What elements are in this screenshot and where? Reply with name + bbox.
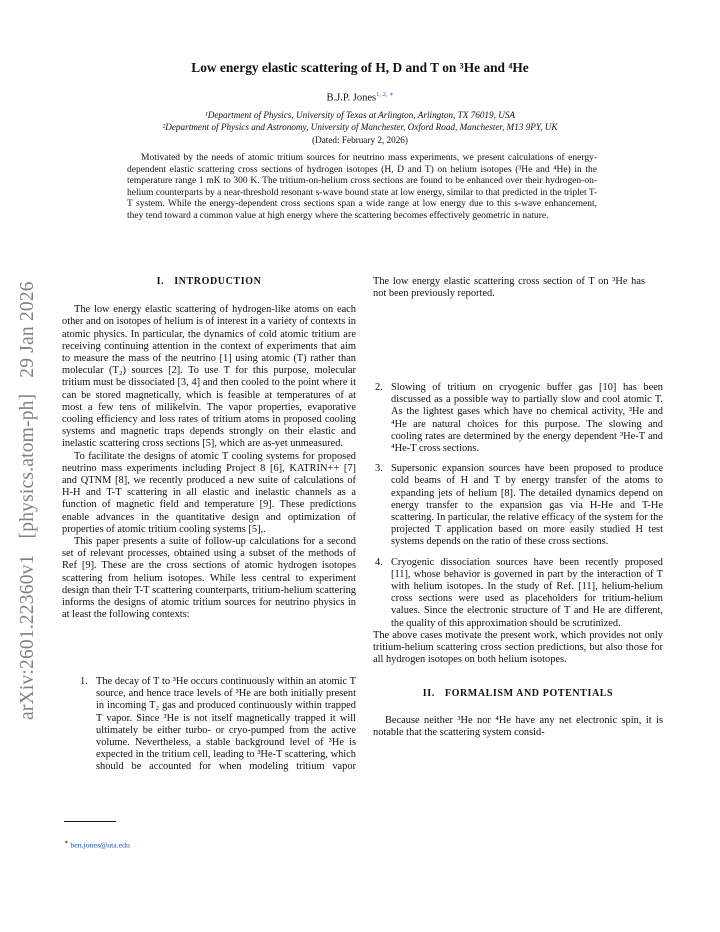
intro-paragraph-2: To facilitate the designs of atomic T cooling systems for proposed neutrino mass experiments including Project 8 [6], KATRIN++ [7] and QTNM [8], we recently produced a new suite of calculations of H-H and T-T scattering in all elastic and inelastic channels as a function of magnetic field and temperature [9]. These predictions enable advances in the quantitative design and optimization of properties of atomic tritium cooling systems [5],. bbox=[62, 450, 356, 535]
context-list-left bbox=[78, 676, 356, 774]
arxiv-watermark bbox=[8, 180, 48, 720]
arxiv-id: arXiv:2601.22360v1 bbox=[17, 554, 38, 720]
list-item-text: Cryogenic dissociation sources have been recently proposed [11], whose behavior is governed in part by the interaction of T with helium isotopes. In the study of Ref. [11], helium-helium cross sections were used as placeholders for tritium-helium values. Since the electronic structure of T and He are different, the quality of this approximation should be scrutinized. bbox=[391, 556, 663, 629]
author-line bbox=[0, 90, 720, 104]
list-item-number: 3. bbox=[375, 463, 383, 475]
intro-paragraph-3: This paper presents a suite of follow-up calculations for a second set of relevant processes, obtained using a subset of the methods of Ref [9]. These are the cross sections of atomic hydrogen isotopes scattering from helium isotopes. While less central to experiment design than their T-T scattering counterparts, tritium-helium scattering informs the designs of atomic tritium sources for neutrino physics in at least the following contexts: bbox=[62, 536, 356, 621]
left-column bbox=[62, 276, 356, 621]
arxiv-date: 29 Jan 2026 bbox=[17, 281, 38, 378]
section-number: II. bbox=[422, 688, 435, 700]
list-item bbox=[373, 463, 663, 548]
affiliation-2: ²Department of Physics and Astronomy, University of Manchester, Oxford Road, Manchester, M13 9PY, UK bbox=[162, 122, 558, 132]
list-item-text: Supersonic expansion sources have been proposed to produce cold beams of H and T by energy transfer of the atoms to expanding jets of helium [8]. The detailed dynamics depend on energy transfer to the expansion gas via H-He and T-He scattering. In particular, the relative efficacy of the system for the projected T application based on more easily studied H test systems depends on the ratio of these cross sections. bbox=[391, 463, 663, 548]
intro-paragraph-1: The low energy elastic scattering of hydrogen-like atoms on each other and on isotopes of helium is of interest in a variety of contexts in atomic physics. In particular, the dynamics of cold atomic tritium are receiving continuing attention in the context of experiments that aim to measure the mass of the neutrino [1] using atomic (T) rather than molecular (T₂) sources [2]. To use T for this purpose, molecular tritium must be dissociated [3, 4] and then cooled to the point where it can be stored magnetically, which is feasible at temperatures of at most a few tens of milikelvin. The vapor properties, evaporative cooling efficiency and loss rates of tritium atoms in proposed cooling systems and magnetic traps depends strongly on their elastic and inelastic scattering cross sections [5], which are as-yet unmeasured. bbox=[62, 304, 356, 450]
list-item-number: 1. bbox=[80, 676, 88, 687]
email-link[interactable]: ben.jones@uta.edu bbox=[70, 840, 130, 850]
formalism-paragraph-1: Because neither ³He nor ⁴He have any net electronic spin, it is notable that the scattering system consid- bbox=[373, 714, 663, 738]
footnote-mark: ∗ bbox=[64, 839, 69, 846]
list-item bbox=[78, 676, 356, 774]
date-line: (Dated: February 2, 2026) bbox=[312, 135, 408, 145]
footnote-rule bbox=[64, 821, 116, 822]
list-item-continued bbox=[373, 276, 645, 300]
context-1-continuation bbox=[373, 276, 663, 374]
list-item-text: The low energy elastic scattering cross section of T on ³He has not been previously reported. bbox=[373, 276, 645, 299]
list-item-number: 4. bbox=[375, 556, 383, 568]
footnote bbox=[64, 838, 130, 850]
paper-title: Low energy elastic scattering of H, D and T on ³He and ⁴He bbox=[191, 60, 529, 75]
abstract: Motivated by the needs of atomic tritium sources for neutrino mass experiments, we present calculations of energy-dependent elastic scattering cross sections of hydrogen isotopes (H, D and T) on helium isotopes (³He and ⁴He) in the temperature range 1 mK to 300 K. The tritium-on-helium cross sections are found to be enhanced over their hydrogen-on-helium counterparts by a near-threshold resonant s-wave bound state at low energy, similar to that predicted in the triplet T-T system. While the energy-dependent cross sections span a wide range at low energy due to this s-wave enhancement, they tend toward a common value at high energy where the scattering becomes effectively geometric in nature. bbox=[127, 153, 597, 221]
list-item-text: The decay of T to ³He occurs continuously within an atomic T source, and hence trace levels of ³He are both initially present in incoming T₂ gas and produced continuously within trapped T vapor. Since ³He is not itself magnetically trapped it will ultimately be either turbo- or cryo-pumped from the active volume. Nevertheless, a stable background level of ³He is expected in the tritium cell, leading to ³He-T scattering, which should be accounted for when modeling tritium vapor bbox=[96, 676, 356, 773]
list-item bbox=[373, 557, 663, 630]
section-title: FORMALISM AND POTENTIALS bbox=[444, 688, 614, 700]
list-item bbox=[373, 382, 663, 455]
section-title: INTRODUCTION bbox=[174, 276, 262, 287]
section-heading-introduction bbox=[62, 276, 356, 288]
section-heading-formalism bbox=[373, 688, 663, 700]
section-number: I. bbox=[156, 276, 165, 287]
arxiv-category: [physics.atom-ph] bbox=[17, 393, 38, 539]
context-list-right bbox=[373, 382, 663, 630]
author-affiliation-marks[interactable]: 1, 2, ∗ bbox=[376, 91, 394, 98]
right-column bbox=[373, 276, 663, 739]
author-name: B.J.P. Jones bbox=[326, 92, 377, 104]
summary-paragraph: The above cases motivate the present work, which provides not only tritium-helium scattering cross section predictions, but also those for all hydrogen isotopes on both helium isotopes. bbox=[373, 629, 663, 666]
list-item-text: Slowing of tritium on cryogenic buffer gas [10] has been discussed as a possible way to partially slow and cool atomic T. As the lightest gases which have no chemical activity, ³He and ⁴He are natural choices for this purpose. The slowing and cooling rates are determined by the energy dependent ³He-T and ⁴He-T cross sections. bbox=[391, 382, 663, 455]
list-item-number: 2. bbox=[375, 382, 383, 393]
affiliation-1: ¹Department of Physics, University of Texas at Arlington, Arlington, TX 76019, USA bbox=[204, 110, 516, 120]
